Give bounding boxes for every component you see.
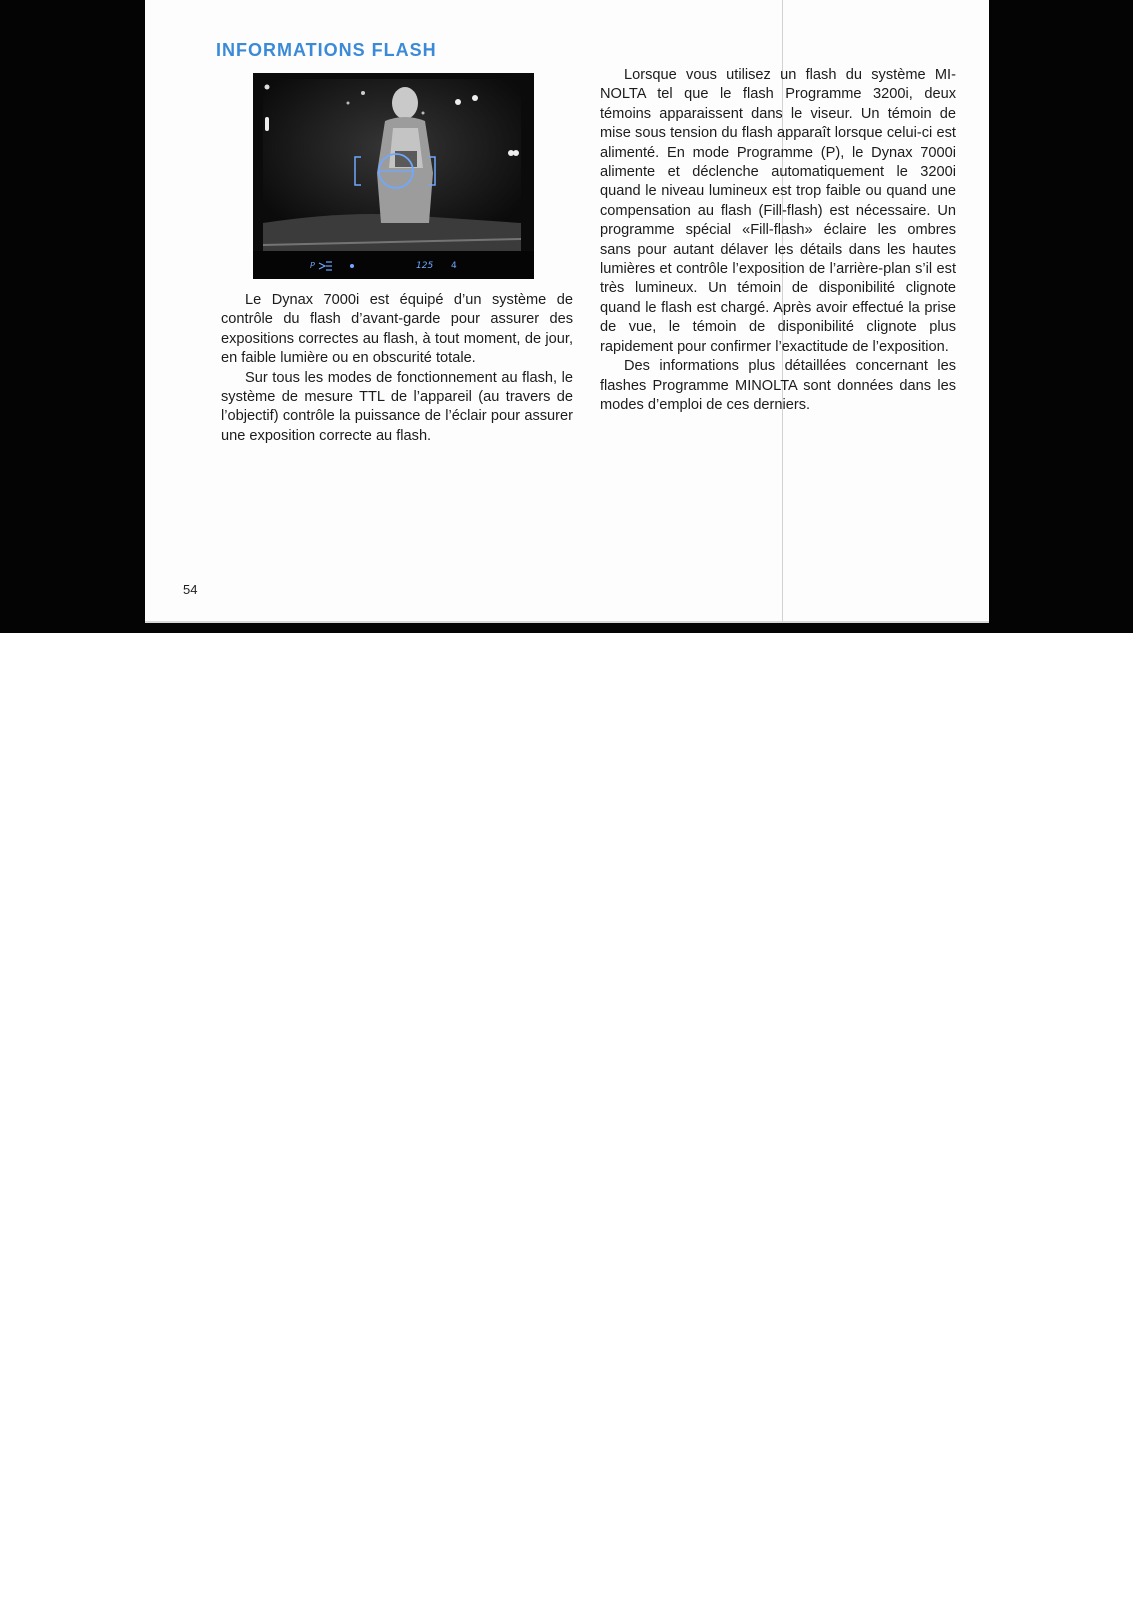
shutter-readout: 125 (416, 261, 434, 271)
night-light (513, 150, 519, 156)
paragraph: Sur tous les modes de fonctionnement au flash, le système de mesure TTL de l’appareil (au travers de l’objectif) contrôle la puissance de l’éclair pour assurer une exposition correcte au flash. (221, 369, 573, 444)
paragraph: Lorsque vous utilisez un flash du système MINOLTA tel que le flash Programme 3200i, deux témoins apparaissent dans le viseur. Un témoin de mise sous tension du flash apparaît lorsque celui-ci est alimenté. En mode Programme (P), le Dynax 7000i alimente et déclenche automatiquement le 3200i quand le niveau lumineux est trop faible ou quand une compensation au flash (Fill-flash) est nécessaire. Un programme spécial «Fill-flash» éclaire les ombres sans pour autant délaver les détails dans les hautes lumières et contrôle l’exposition de l’arrière-plan s’il est très lumineux. Un témoin de disponibilité clignote quand le flash est chargé. Après avoir effectué la prise de vue, le témoin de disponibilité clignote plus rapidement pour confirmer l’exactitude de l’exposition. (600, 67, 956, 355)
paragraph: Le Dynax 7000i est équipé d’un système de contrôle du flash d’avant-garde pour assurer des expositions correctes au flash, à tout moment, de jour, en faible lumière ou en obscurité totale. (221, 292, 573, 367)
viewfinder-readout-bar (253, 251, 534, 279)
right-column (600, 66, 956, 415)
left-column (221, 291, 573, 446)
night-light (455, 99, 461, 105)
manual-page (145, 0, 989, 623)
viewfinder-photo (253, 73, 534, 279)
night-light (472, 95, 478, 101)
mode-indicator: P (310, 261, 315, 270)
viewfinder-illustration (253, 73, 534, 279)
paragraph: Des informations plus détaillées concernant les flashes Programme MINOLTA sont données dans les modes d’emploi de ces derniers. (600, 358, 956, 413)
night-light (265, 117, 269, 131)
page-number: 54 (183, 582, 198, 597)
focus-signal-icon (350, 264, 354, 268)
flash-ready-indicator: 4 (451, 261, 457, 271)
page-title: INFORMATIONS FLASH (216, 40, 437, 60)
night-light (265, 85, 270, 90)
